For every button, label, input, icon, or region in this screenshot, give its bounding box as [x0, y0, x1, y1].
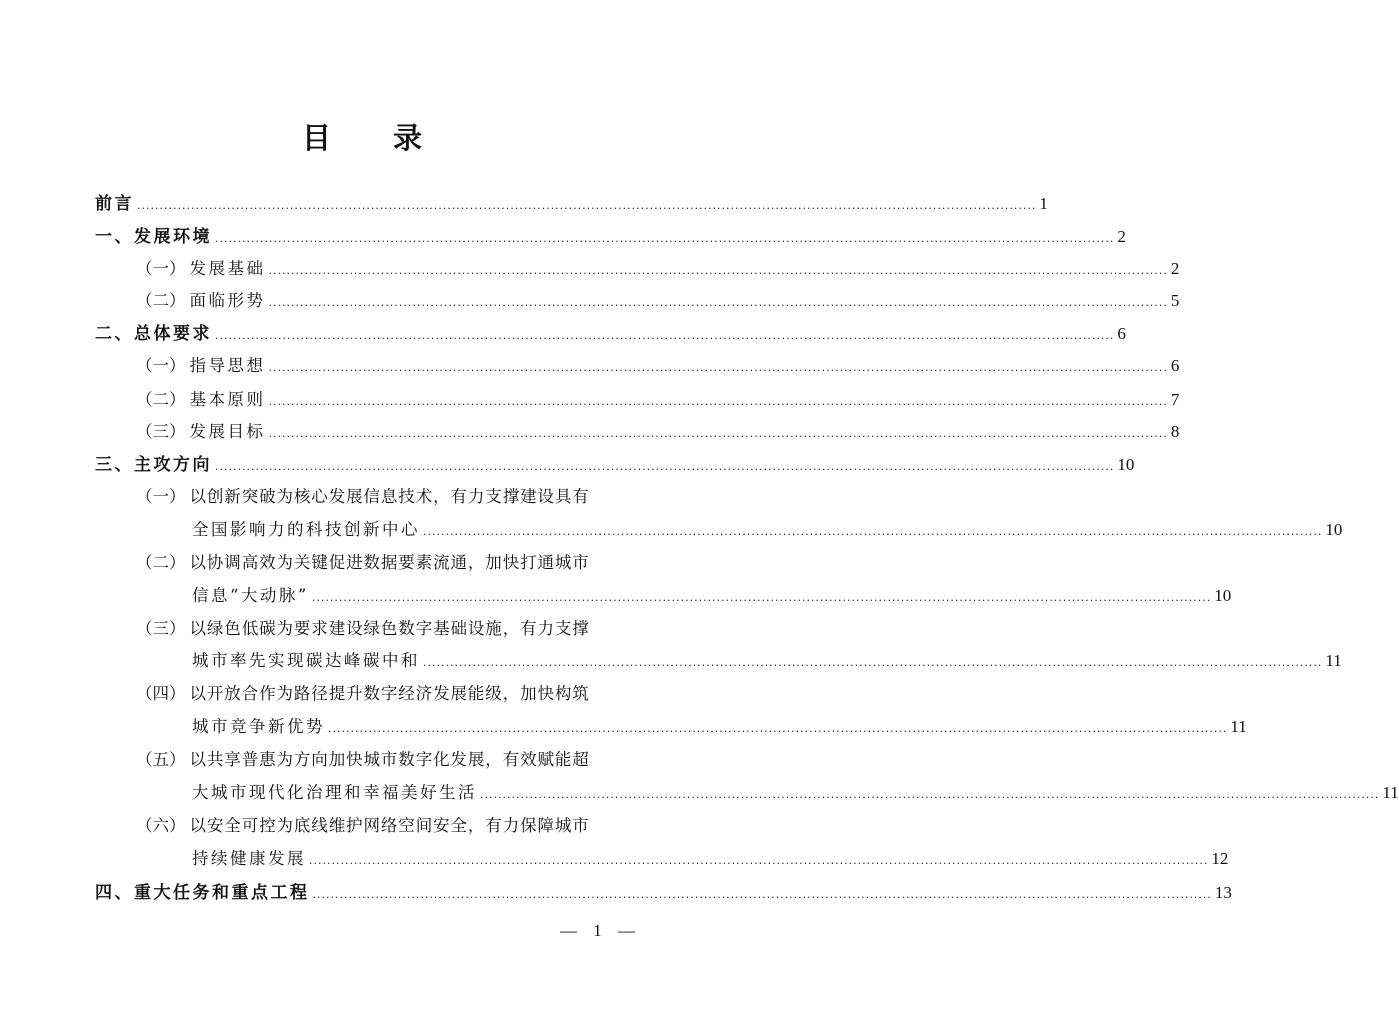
dot-leader: ........................................................................................................................................................................................................: [215, 232, 1115, 245]
toc-entry-title-continued: 全国影响力的科技创新中心: [192, 520, 420, 539]
toc-entry-section-3[interactable]: [95, 451, 1135, 479]
toc-entry-number: （三）: [136, 422, 186, 441]
toc-entry-title: 面临形势: [189, 291, 266, 310]
toc-entry-number: （二）: [136, 390, 186, 409]
toc-entry-page: 11: [1325, 651, 1342, 670]
dot-leader: ........................................................................................................................................................................................................: [423, 525, 1323, 538]
toc-entry-number: （一）: [136, 487, 186, 506]
dot-leader: ........................................................................................................................................................................................................: [137, 199, 1037, 212]
toc-entry-title: 一、发展环境: [95, 227, 212, 247]
toc-entry-title: 以创新突破为核心发展信息技术，有力支撑建设具有: [189, 487, 590, 506]
toc-entry-3-2-continued[interactable]: [192, 582, 1232, 610]
toc-entry-3-6[interactable]: [136, 812, 631, 840]
toc-entry-title-continued: 持续健康发展: [192, 849, 306, 868]
dot-leader: ........................................................................................................................................................................................................: [268, 395, 1168, 408]
toc-entry-page: 10: [1214, 586, 1232, 605]
toc-entry-3-2[interactable]: [136, 549, 631, 577]
toc-entry-2-3[interactable]: [136, 418, 1180, 446]
toc-entry-page: 10: [1117, 455, 1135, 474]
toc-entry-title: 以安全可控为底线维护网络空间安全，有力保障城市: [189, 816, 590, 835]
toc-entry-3-1-continued[interactable]: [192, 516, 1343, 544]
toc-entry-title: 二、总体要求: [95, 324, 212, 344]
toc-entry-3-1[interactable]: [136, 483, 631, 511]
dot-leader: ........................................................................................................................................................................................................: [423, 656, 1323, 669]
toc-entry-page: 11: [1382, 783, 1399, 802]
toc-entry-title: 指导思想: [189, 356, 266, 375]
toc-entry-title-continued: 信息“大动脉”: [192, 586, 309, 605]
toc-entry-3-4-continued[interactable]: [192, 713, 1247, 741]
toc-entry-foreword[interactable]: [95, 190, 1048, 218]
toc-entry-page: 6: [1117, 324, 1126, 343]
toc-entry-number: （三）: [136, 619, 186, 638]
toc-entry-page: 7: [1170, 390, 1180, 409]
toc-entry-section-1[interactable]: [95, 223, 1126, 251]
toc-entry-page: 2: [1170, 259, 1180, 278]
toc-entry-title: 基本原则: [189, 390, 266, 409]
toc-entry-number: （一）: [136, 259, 186, 278]
toc-entry-title-continued: 城市竞争新优势: [192, 717, 325, 736]
toc-entry-title: 以绿色低碳为要求建设绿色数字基础设施，有力支撑: [189, 619, 590, 638]
toc-entry-page: 6: [1170, 356, 1180, 375]
toc-entry-1-2[interactable]: [136, 287, 1180, 315]
toc-entry-title: 四、重大任务和重点工程: [95, 883, 310, 903]
dot-leader: ........................................................................................................................................................................................................: [480, 788, 1380, 801]
toc-entry-number: （四）: [136, 684, 186, 703]
toc-entry-title-continued: 城市率先实现碳达峰碳中和: [192, 651, 420, 670]
dot-leader: ........................................................................................................................................................................................................: [268, 427, 1168, 440]
toc-entry-page: 2: [1117, 227, 1126, 246]
dot-leader: ........................................................................................................................................................................................................: [309, 854, 1209, 867]
toc-entry-number: （二）: [136, 553, 186, 572]
toc-entry-3-6-continued[interactable]: [192, 845, 1229, 873]
toc-entry-page: 8: [1170, 422, 1180, 441]
toc-entry-3-5[interactable]: [136, 746, 631, 774]
toc-entry-title: 以协调高效为关键促进数据要素流通，加快打通城市: [189, 553, 590, 572]
toc-entry-section-2[interactable]: [95, 320, 1126, 348]
dot-leader: ........................................................................................................................................................................................................: [215, 329, 1115, 342]
dot-leader: ........................................................................................................................................................................................................: [268, 296, 1168, 309]
dot-leader: ........................................................................................................................................................................................................: [311, 591, 1212, 604]
toc-entry-2-1[interactable]: [136, 352, 1180, 380]
toc-entry-title: 以共享普惠为方向加快城市数字化发展，有效赋能超: [189, 750, 590, 769]
toc-entry-page: 12: [1211, 849, 1229, 868]
toc-entry-number: （二）: [136, 291, 186, 310]
dot-leader: ........................................................................................................................................................................................................: [328, 722, 1228, 735]
toc-entry-section-4[interactable]: [95, 879, 1232, 907]
toc-entry-3-5-continued[interactable]: [192, 779, 1399, 807]
toc-entry-3-4[interactable]: [136, 680, 631, 708]
toc-entry-page: 1: [1039, 194, 1048, 213]
page-number: — 1 —: [560, 921, 641, 940]
toc-entry-title: 发展目标: [189, 422, 266, 441]
toc-entry-page: 5: [1170, 291, 1180, 310]
page-title: 目 录: [301, 121, 449, 155]
toc-entry-number: （五）: [136, 750, 186, 769]
toc-entry-page: 13: [1214, 883, 1232, 902]
toc-entry-title: 三、主攻方向: [95, 455, 212, 475]
dot-leader: ........................................................................................................................................................................................................: [268, 361, 1168, 374]
toc-entry-number: （一）: [136, 356, 186, 375]
toc-entry-3-3-continued[interactable]: [192, 647, 1342, 675]
toc-entry-number: （六）: [136, 816, 186, 835]
toc-entry-page: 11: [1230, 717, 1247, 736]
toc-entry-title: 前言: [95, 194, 134, 214]
toc-entry-1-1[interactable]: [136, 255, 1180, 283]
toc-entry-3-3[interactable]: [136, 615, 631, 643]
dot-leader: ........................................................................................................................................................................................................: [312, 888, 1212, 901]
dot-leader: ........................................................................................................................................................................................................: [215, 460, 1115, 473]
dot-leader: ........................................................................................................................................................................................................: [268, 264, 1168, 277]
toc-entry-title: 发展基础: [189, 259, 266, 278]
toc-entry-page: 10: [1325, 520, 1343, 539]
toc-entry-title-continued: 大城市现代化治理和幸福美好生活: [192, 783, 477, 802]
toc-entry-title: 以开放合作为路径提升数字经济发展能级，加快构筑: [189, 684, 590, 703]
toc-entry-2-2[interactable]: [136, 386, 1180, 414]
